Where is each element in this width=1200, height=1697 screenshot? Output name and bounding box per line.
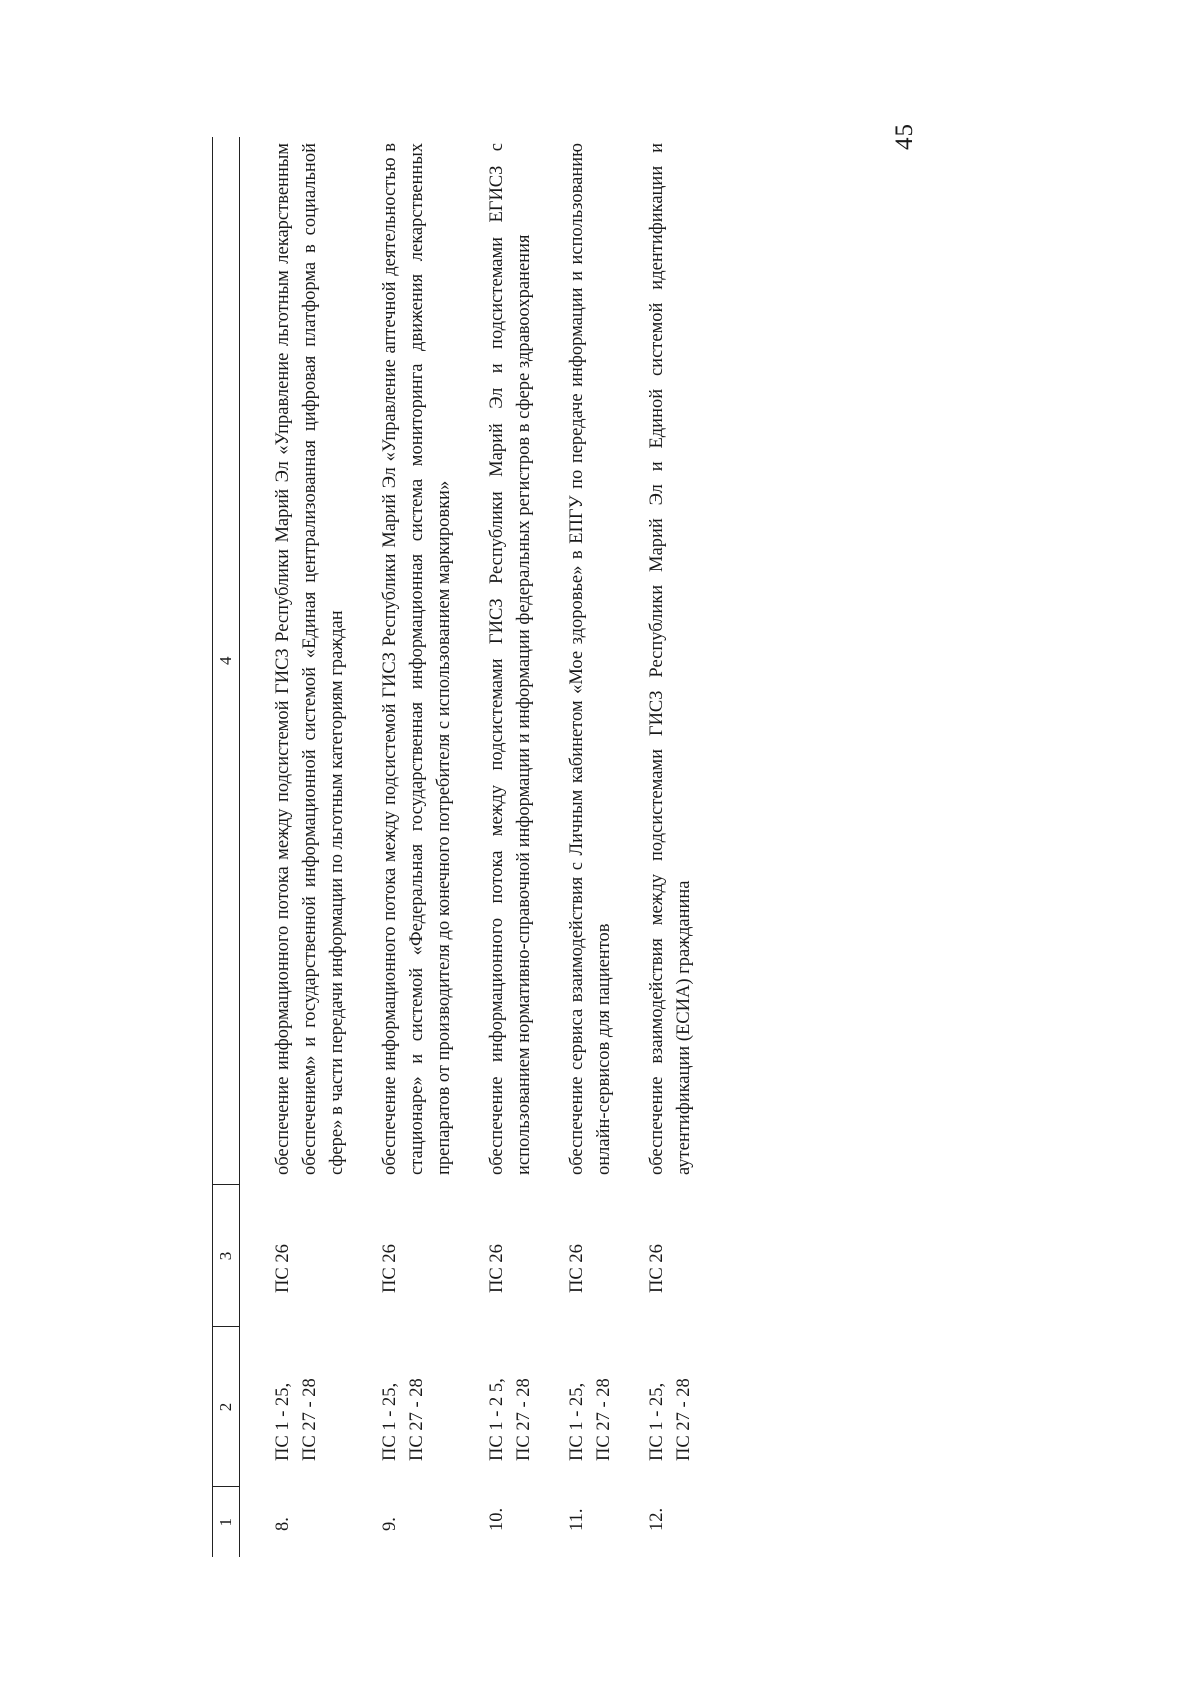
source-subsystems-line: ПС 27 - 28 — [300, 1378, 320, 1461]
source-subsystems-line: ПС 27 - 28 — [514, 1378, 534, 1461]
row-number: 9. — [380, 1517, 400, 1531]
table-row — [644, 137, 724, 1557]
source-subsystems-line: ПС 27 - 28 — [594, 1378, 614, 1461]
source-subsystems-line: ПС 1 - 2 5, — [487, 1378, 507, 1461]
target-subsystem: ПС 26 — [273, 1244, 293, 1293]
table-row — [484, 137, 564, 1557]
source-subsystems-line: ПС 1 - 25, — [647, 1382, 667, 1461]
subsystem-interaction-table — [212, 137, 724, 1557]
table-row — [564, 137, 644, 1557]
source-subsystems-line: ПС 27 - 28 — [674, 1378, 694, 1461]
source-subsystems — [484, 1327, 564, 1487]
function-description: обеспечение сервиса взаимодействия с Личным кабинетом «Мое здоровье» в ЕПГУ по передаче информации и использованию онлайн-сервисов для пациентов — [567, 143, 614, 1175]
function-description: обеспечение информационного потока между подсистемами ГИСЗ Республики Марий Эл и подсистемами ЕГИСЗ с использованием нормативно-справочной информации и информации федеральных регистров в сфере здравоохранения — [487, 143, 534, 1175]
function-description: обеспечение взаимодействия между подсистемами ГИСЗ Республики Марий Эл и Единой системой идентификации и аутентификации (ЕСИА) гражданина — [647, 143, 694, 1175]
target-subsystem: ПС 26 — [567, 1244, 587, 1293]
rotated-table-sheet — [212, 137, 772, 1557]
table-header-row — [213, 137, 240, 1557]
page-number: 45 — [891, 123, 918, 150]
target-subsystem: ПС 26 — [380, 1244, 400, 1293]
row-number: 8. — [273, 1517, 293, 1531]
source-subsystems-line: ПС 27 - 28 — [407, 1378, 427, 1461]
source-subsystems — [377, 1327, 484, 1487]
target-subsystem: ПС 26 — [487, 1244, 507, 1293]
source-subsystems — [644, 1327, 724, 1487]
source-subsystems-line: ПС 1 - 25, — [273, 1382, 293, 1461]
column-header-4: 4 — [213, 137, 240, 1185]
source-subsystems — [564, 1327, 644, 1487]
target-subsystem: ПС 26 — [647, 1244, 667, 1293]
source-subsystems-line: ПС 1 - 25, — [380, 1382, 400, 1461]
function-description: обеспечение информационного потока между подсистемой ГИСЗ Республики Марий Эл «Управление льготным лекарственным обеспечением» и государственной информационной системой «Единая централизованная цифровая платформа в социальной сфере» в части передачи информации по льготным категориям граждан — [273, 143, 347, 1175]
row-number: 11. — [567, 1508, 587, 1531]
column-header-2: 2 — [213, 1327, 240, 1487]
table-row — [377, 137, 484, 1557]
column-header-1: 1 — [213, 1487, 240, 1557]
row-number: 12. — [647, 1507, 667, 1531]
function-description: обеспечение информационного потока между подсистемой ГИСЗ Республики Марий Эл «Управление аптечной деятельностью в стационаре» и системой «Федеральная государственная информационная система мониторинга движения лекарственных препаратов от производителя до конечного потребителя с использованием маркировки» — [380, 143, 454, 1175]
column-header-3: 3 — [213, 1185, 240, 1327]
source-subsystems — [240, 1327, 378, 1487]
source-subsystems-line: ПС 1 - 25, — [567, 1382, 587, 1461]
table-row — [240, 137, 378, 1557]
row-number: 10. — [487, 1507, 507, 1531]
